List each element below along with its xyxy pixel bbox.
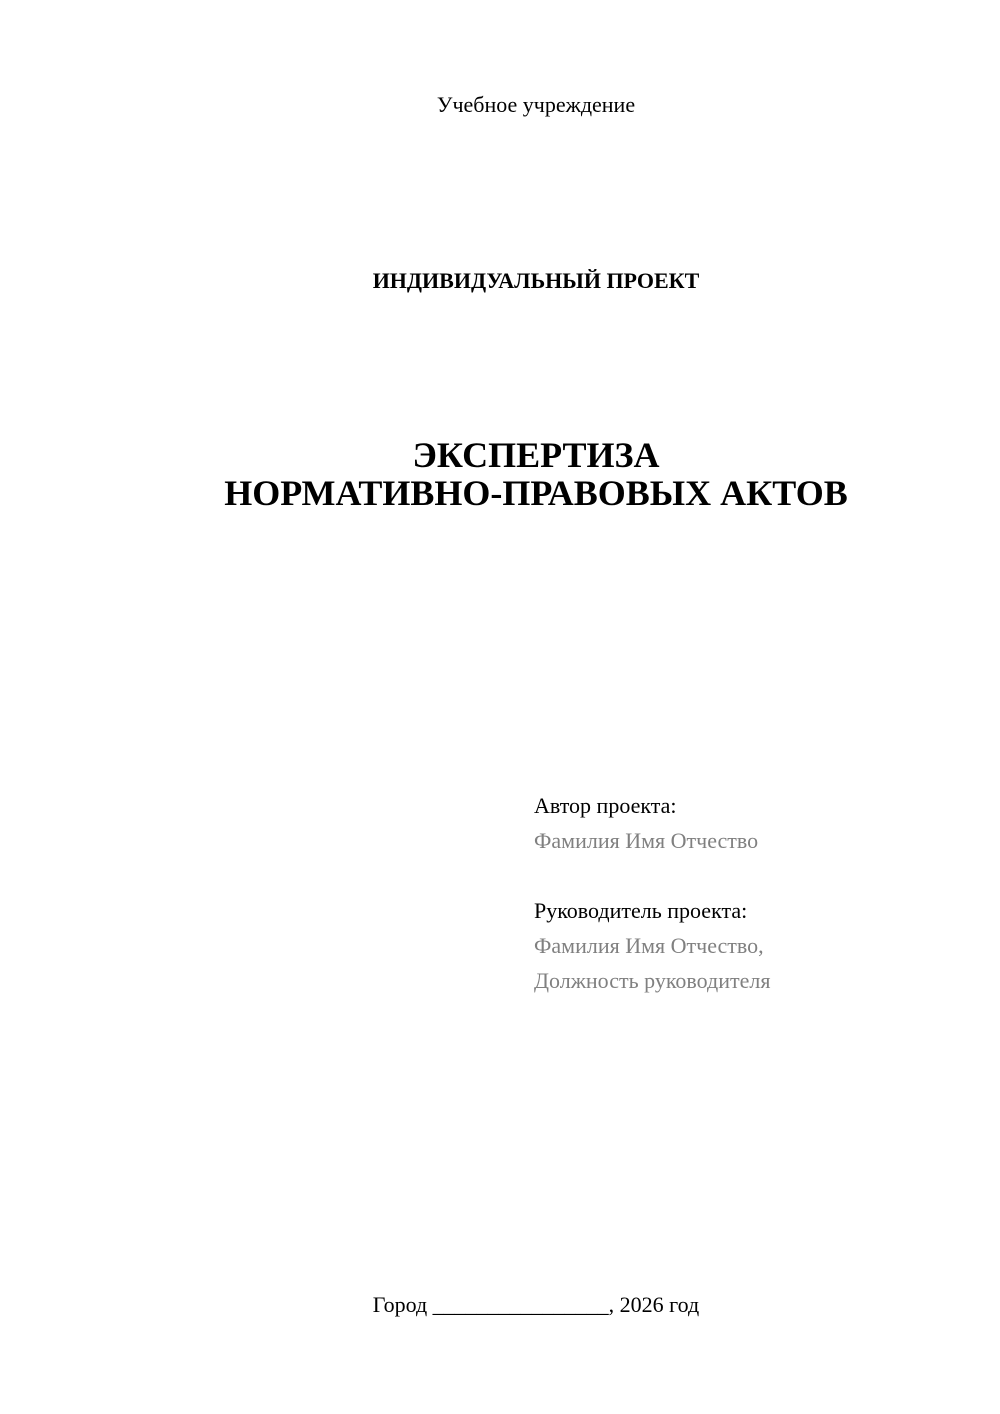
credits-spacer [534, 858, 974, 893]
project-title-line-2: НОРМАТИВНО-ПРАВОВЫХ АКТОВ [224, 473, 848, 513]
supervisor-label: Руководитель проекта: [534, 898, 748, 923]
project-title-line-1: ЭКСПЕРТИЗА [412, 435, 660, 475]
author-label: Автор проекта: [534, 793, 677, 818]
document-type: ИНДИВИДУАЛЬНЫЙ ПРОЕКТ [372, 268, 700, 293]
project-title [0, 436, 1000, 512]
supervisor-position: Должность руководителя [534, 968, 771, 993]
credits-block [534, 788, 974, 998]
institution-name: Учебное учреждение [436, 92, 636, 117]
city-year-line: Город ________________, 2026 год [372, 1292, 700, 1317]
supervisor-name: Фамилия Имя Отчество, [534, 933, 764, 958]
author-name: Фамилия Имя Отчество [534, 828, 759, 853]
